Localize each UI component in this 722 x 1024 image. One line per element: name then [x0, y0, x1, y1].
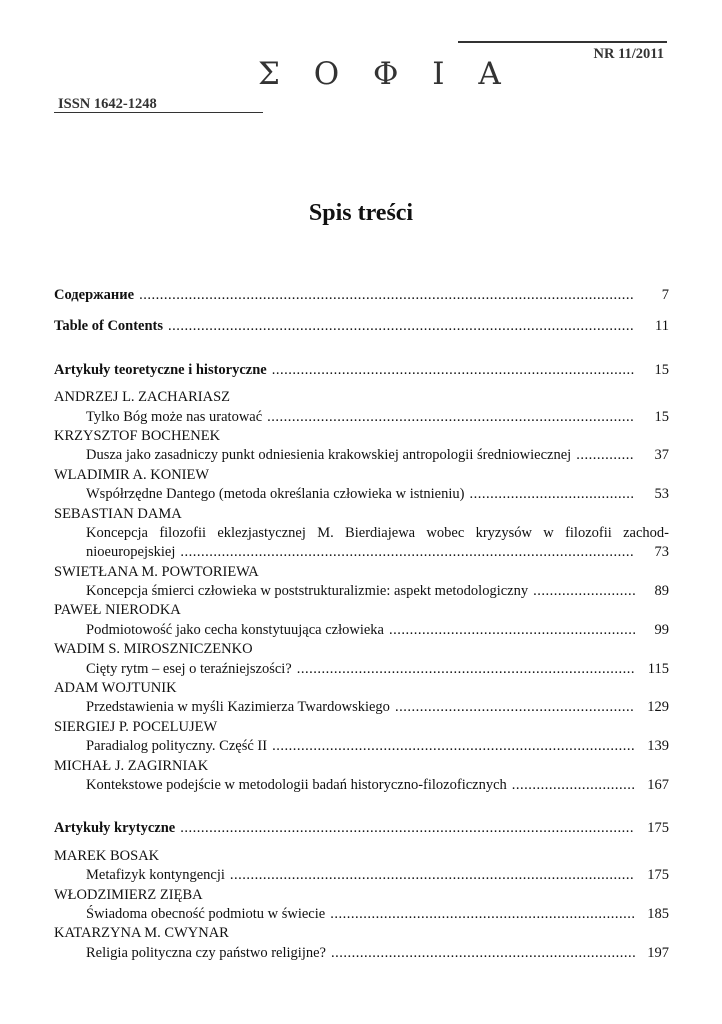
page-number: 37	[654, 447, 669, 464]
toc-author: WADIM S. MIROSZNICZENKO	[54, 641, 253, 658]
toc-entry-title: Metafizyk kontyngencji	[86, 867, 225, 884]
toc-entry[interactable]	[54, 582, 669, 601]
toc-section-label: Artykuły teoretyczne i historyczne	[54, 361, 267, 378]
toc-entry[interactable]	[54, 944, 669, 963]
toc-entry-title: Tylko Bóg może nas uratować	[86, 408, 263, 425]
page-number: 167	[647, 776, 669, 793]
toc-entry[interactable]	[54, 621, 669, 640]
page-number: 73	[654, 544, 669, 561]
page-number: 175	[647, 820, 669, 837]
leader-dots	[469, 485, 635, 504]
toc-author: WLADIMIR A. KONIEW	[54, 466, 210, 483]
leader-dots	[533, 582, 635, 601]
leader-dots	[395, 698, 635, 717]
leader-dots	[267, 408, 635, 427]
toc-author: SWIETŁANA M. POWTORIEWA	[54, 563, 259, 580]
toc-author: ANDRZEJ L. ZACHARIASZ	[54, 389, 231, 406]
page-number: 11	[655, 318, 669, 335]
page-number: 15	[654, 408, 669, 425]
toc-entry[interactable]	[54, 408, 669, 427]
page-title: Spis treści	[308, 200, 414, 226]
page-number: 115	[647, 660, 669, 677]
toc-entry-title: Podmiotowość jako cecha konstytuująca człowieka	[86, 621, 384, 638]
toc-author: WŁODZIMIERZ ZIĘBA	[54, 886, 203, 903]
page-number: 7	[661, 287, 669, 303]
toc-entry-title: Świadoma obecność podmiotu w świecie	[86, 905, 326, 922]
toc-author: SIERGIEJ P. POCELUJEW	[54, 718, 218, 735]
leader-dots	[180, 543, 635, 562]
issue-number: NR 11/2011	[593, 46, 664, 62]
page-number: 197	[647, 944, 669, 961]
leader-dots	[389, 621, 635, 640]
toc-section[interactable]	[54, 361, 669, 380]
page-number: 99	[654, 621, 669, 638]
toc-entry-title: Kontekstowe podejście w metodologii badań historyczno-filozoficznych	[86, 776, 507, 793]
toc-entry-title-line2: nioeuropejskiej	[86, 544, 176, 561]
toc-entry-title: Paradialog polityczny. Część II	[86, 738, 268, 755]
leader-dots	[272, 361, 635, 380]
toc-author: MAREK BOSAK	[54, 847, 160, 864]
toc-entry-title: Przedstawienia w myśli Kazimierza Twardowskiego	[86, 699, 390, 716]
toc-author: MICHAŁ J. ZAGIRNIAK	[54, 757, 209, 774]
table-of-contents	[54, 286, 669, 963]
page-number: 129	[647, 699, 669, 716]
toc-entry[interactable]	[54, 446, 669, 465]
issn: ISSN 1642-1248	[58, 96, 157, 112]
toc-author: SEBASTIAN DAMA	[54, 505, 182, 522]
leader-dots	[180, 819, 635, 838]
toc-entry[interactable]	[54, 698, 669, 717]
toc-section[interactable]	[54, 819, 669, 838]
journal-title: Σ Ο Φ Ι Α	[258, 56, 513, 92]
toc-entry[interactable]	[54, 866, 669, 885]
toc-section-label: Artykuły krytyczne	[54, 820, 176, 837]
toc-entry-title: Współrzędne Dantego (metoda określania człowieka w istnieniu)	[86, 486, 465, 503]
toc-entry-title-line1[interactable]: Koncepcja filozofii eklezjastycznej M. Bierdiajewa wobec kryzysów w filozofii zachod-	[86, 524, 669, 541]
toc-entry[interactable]	[54, 737, 669, 756]
page-number: 15	[654, 361, 669, 378]
toc-entry-title: Religia polityczna czy państwo religijne?	[86, 944, 326, 961]
leader-dots	[168, 317, 635, 336]
leader-dots	[576, 446, 635, 465]
toc-section-label: Table of Contents	[54, 318, 164, 335]
page-number: 139	[647, 738, 669, 755]
issn-rule	[54, 112, 263, 113]
toc-section-label: Содержание	[54, 287, 135, 303]
toc-entry[interactable]	[54, 776, 669, 795]
toc-entry-title: Dusza jako zasadniczy punkt odniesienia krakowskiej antropologii średniowiecznej	[86, 447, 572, 464]
toc-author: KRZYSZTOF BOCHENEK	[54, 427, 221, 444]
toc-entry[interactable]	[54, 905, 669, 924]
header-rule	[458, 41, 667, 43]
page-number: 53	[654, 486, 669, 503]
leader-dots	[230, 866, 635, 885]
toc-entry[interactable]	[54, 660, 669, 679]
toc-author: PAWEŁ NIERODKA	[54, 602, 181, 619]
toc-entry-title: Koncepcja śmierci człowieka w poststrukturalizmie: aspekt metodologiczny	[86, 583, 529, 600]
toc-entry-title: Cięty rytm – esej o teraźniejszości?	[86, 660, 292, 677]
page-number: 185	[647, 905, 669, 922]
toc-author: KATARZYNA M. CWYNAR	[54, 925, 229, 942]
toc-author: ADAM WOJTUNIK	[54, 680, 177, 697]
leader-dots	[330, 905, 635, 924]
leader-dots	[139, 286, 635, 305]
toc-entry[interactable]	[54, 485, 669, 504]
page-number: 89	[654, 583, 669, 600]
leader-dots	[272, 737, 635, 756]
toc-section[interactable]	[54, 286, 669, 305]
leader-dots	[512, 776, 635, 795]
leader-dots	[297, 660, 635, 679]
toc-section[interactable]	[54, 317, 669, 336]
toc-entry[interactable]	[54, 543, 669, 562]
page-number: 175	[647, 867, 669, 884]
leader-dots	[331, 944, 635, 963]
